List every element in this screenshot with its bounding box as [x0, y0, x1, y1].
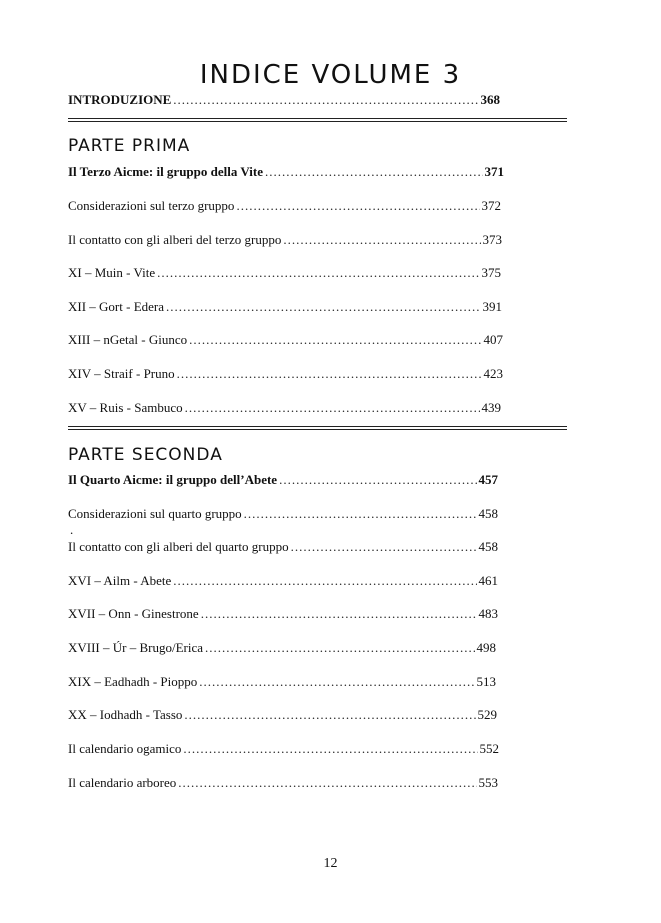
toc-entry-page: 391: [482, 299, 502, 314]
toc-leader-dots: [234, 198, 479, 214]
toc-leader-dots: [171, 573, 476, 589]
toc-leader-dots: [182, 707, 475, 723]
toc-entry: [68, 640, 496, 658]
toc-entry-label: INTRODUZIONE: [68, 92, 172, 107]
toc-leader-dots: [183, 400, 480, 416]
section-divider: [68, 118, 567, 122]
toc-entry-page: 529: [477, 707, 497, 722]
toc-entry: [68, 332, 503, 350]
toc-leader-dots: [181, 741, 477, 757]
toc-leader-dots: [199, 606, 477, 622]
toc-entry: [68, 539, 498, 557]
toc-entry-introduzione: [68, 92, 500, 110]
toc-leader-dots: [164, 299, 480, 315]
toc-entry: [68, 265, 501, 283]
part-title: PARTE SECONDA: [68, 445, 223, 465]
toc-entry-page: 461: [478, 573, 498, 588]
toc-entry: [68, 400, 501, 418]
toc-entry-page: 483: [478, 606, 498, 621]
toc-entry-page: 372: [481, 198, 501, 213]
toc-entry-page: 498: [476, 640, 496, 655]
toc-leader-dots: [155, 265, 479, 281]
toc-entry-label: XV – Ruis - Sambuco: [68, 400, 183, 415]
toc-entry-label: Considerazioni sul terzo gruppo: [68, 198, 235, 213]
toc-entry-page: 439: [481, 400, 501, 415]
toc-leader-dots: [203, 640, 474, 656]
toc-entry: [68, 573, 498, 591]
toc-entry: [68, 366, 503, 384]
stray-mark: .: [70, 522, 74, 537]
toc-leader-dots: [187, 332, 481, 348]
toc-entry-label: XIII – nGetal - Giunco: [68, 332, 188, 347]
toc-leader-dots: [277, 472, 476, 488]
toc-leader-dots: [175, 366, 482, 382]
toc-entry-label: XX – Iodhadh - Tasso: [68, 707, 183, 722]
toc-entry: [68, 164, 504, 182]
toc-entry-label: Considerazioni sul quarto gruppo: [68, 506, 242, 521]
toc-entry-page: 423: [483, 366, 503, 381]
toc-entry: [68, 506, 498, 524]
toc-entry-page: 373: [482, 232, 502, 247]
toc-entry: [68, 232, 502, 250]
section-divider: [68, 426, 567, 430]
toc-entry-label: Il Terzo Aicme: il gruppo della Vite: [68, 164, 263, 179]
toc-leader-dots: [171, 92, 478, 108]
toc-entry-label: XIX – Eadhadh - Pioppo: [68, 674, 198, 689]
toc-entry: [68, 472, 498, 490]
toc-leader-dots: [197, 674, 474, 690]
page-title: INDICE VOLUME 3: [199, 60, 462, 90]
toc-leader-dots: [263, 164, 483, 180]
toc-entry-label: Il Quarto Aicme: il gruppo dell’Abete: [68, 472, 278, 487]
toc-entry: [68, 707, 497, 725]
part-title: PARTE PRIMA: [68, 136, 191, 156]
toc-entry-label: XVIII – Úr – Brugo/Erica: [68, 640, 204, 655]
toc-entry-page: 552: [479, 741, 499, 756]
toc-entry-label: Il calendario ogamico: [68, 741, 182, 756]
toc-entry-page: 375: [481, 265, 501, 280]
toc-entry: [68, 299, 502, 317]
toc-entry-page: 513: [476, 674, 496, 689]
toc-entry-page: 458: [478, 539, 498, 554]
toc-entry-label: XI – Muin - Vite: [68, 265, 156, 280]
toc-entry: [68, 606, 498, 624]
page-number: 12: [323, 856, 338, 871]
toc-leader-dots: [289, 539, 477, 555]
toc-entry: [68, 741, 499, 759]
toc-entry-label: Il contatto con gli alberi del quarto gruppo: [68, 539, 289, 554]
toc-leader-dots: [281, 232, 480, 248]
toc-entry: [68, 674, 496, 692]
toc-entry-label: XIV – Straif - Pruno: [68, 366, 175, 381]
toc-leader-dots: [176, 775, 476, 791]
toc-entry-page: 457: [478, 472, 498, 487]
toc-entry: [68, 198, 501, 216]
toc-leader-dots: [242, 506, 477, 522]
toc-entry-label: Il contatto con gli alberi del terzo gruppo: [68, 232, 282, 247]
toc-entry-label: XII – Gort - Edera: [68, 299, 165, 314]
toc-entry-page: 458: [478, 506, 498, 521]
toc-entry-page: 553: [478, 775, 498, 790]
toc-entry-page: 407: [483, 332, 503, 347]
toc-entry: [68, 775, 498, 793]
toc-entry-label: XVI – Ailm - Abete: [68, 573, 172, 588]
toc-entry-page: 371: [484, 164, 504, 179]
toc-entry-label: XVII – Onn - Ginestrone: [68, 606, 199, 621]
toc-entry-label: Il calendario arboreo: [68, 775, 177, 790]
toc-entry-page: 368: [480, 92, 500, 107]
